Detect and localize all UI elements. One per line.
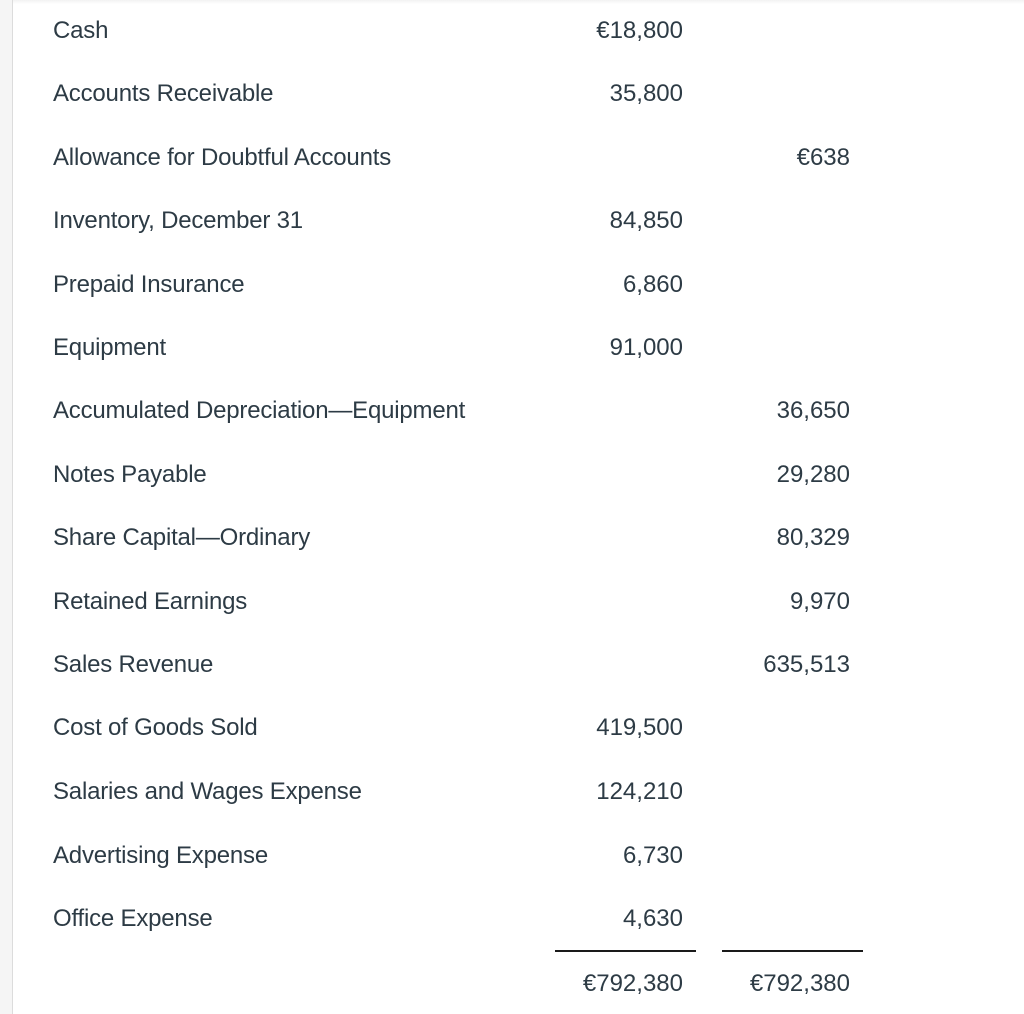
table-row [0,328,1024,368]
table-row [0,391,1024,431]
table-row [0,265,1024,305]
debit-amount: 4,630 [622,905,683,932]
debit-amount: 6,860 [622,271,683,298]
credit-total-rule [722,950,863,952]
table-row [0,836,1024,876]
debit-amount: 91,000 [609,334,683,361]
debit-amount: €18,800 [596,17,683,44]
table-row [0,518,1024,558]
account-name: Notes Payable [53,461,207,488]
table-row [0,582,1024,622]
table-row [0,74,1024,114]
account-name: Retained Earnings [53,588,248,615]
debit-total-rule [555,950,696,952]
credit-amount: 36,650 [776,397,850,424]
credit-amount: €638 [796,144,850,171]
account-name: Accounts Receivable [53,80,274,107]
account-name: Office Expense [53,905,213,932]
table-row [0,455,1024,495]
credit-amount: 635,513 [763,651,850,678]
table-row [0,201,1024,241]
table-row [0,645,1024,685]
totals-row [0,964,1024,1004]
table-row [0,708,1024,748]
account-name: Cost of Goods Sold [53,714,258,741]
credit-amount: 80,329 [776,524,850,551]
account-name: Advertising Expense [53,842,268,869]
account-name: Equipment [53,334,166,361]
credit-total: €792,380 [749,970,850,997]
table-row [0,11,1024,51]
debit-amount: 419,500 [596,714,683,741]
debit-total: €792,380 [582,970,683,997]
account-name: Salaries and Wages Expense [53,778,362,805]
account-name: Prepaid Insurance [53,271,245,298]
account-name: Inventory, December 31 [53,207,303,234]
debit-amount: 6,730 [622,842,683,869]
debit-amount: 35,800 [609,80,683,107]
table-row [0,772,1024,812]
account-name: Cash [53,17,109,44]
debit-amount: 124,210 [596,778,683,805]
credit-amount: 29,280 [776,461,850,488]
account-name: Allowance for Doubtful Accounts [53,144,391,171]
credit-amount: 9,970 [789,588,850,615]
account-name: Share Capital—Ordinary [53,524,311,551]
account-name: Sales Revenue [53,651,214,678]
table-row [0,899,1024,939]
table-row [0,138,1024,178]
top-shade [13,0,1024,4]
account-name: Accumulated Depreciation—Equipment [53,397,466,424]
debit-amount: 84,850 [609,207,683,234]
